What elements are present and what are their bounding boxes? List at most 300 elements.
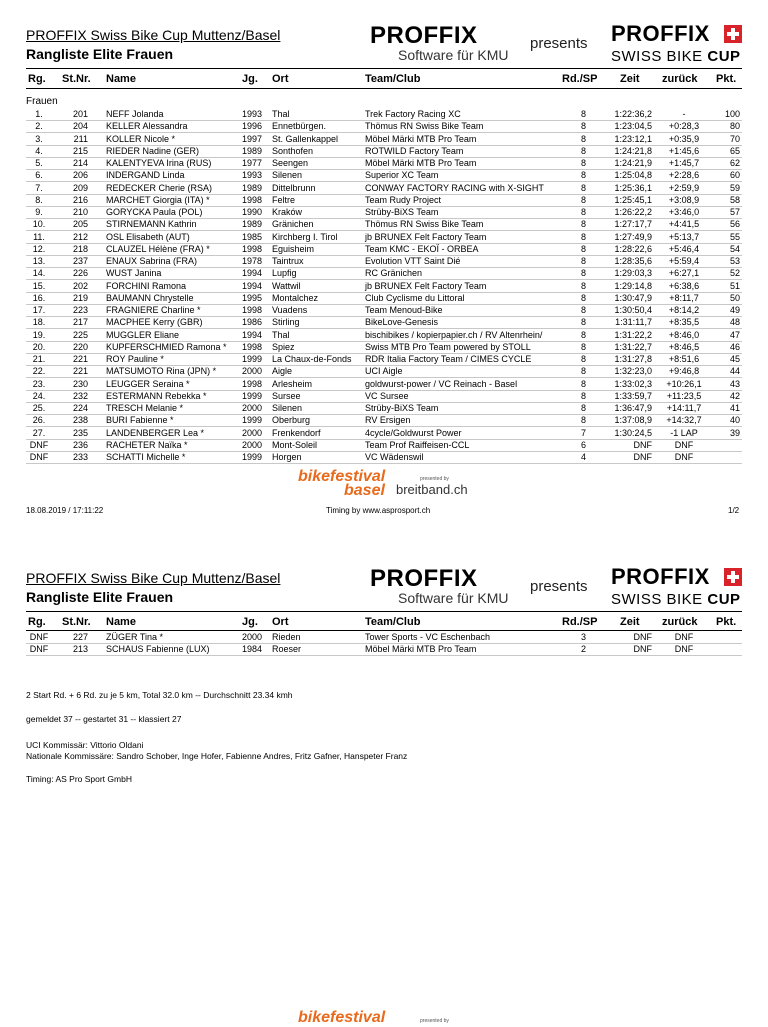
cell-jg: 1998 xyxy=(242,243,263,254)
cell-st: 219 xyxy=(72,292,88,303)
cell-zeit: 1:31:27,8 xyxy=(614,354,652,364)
cell-pkt: 53 xyxy=(729,256,740,266)
cell-zeit: 1:33:59,7 xyxy=(614,390,652,401)
cell-rd: 7 xyxy=(580,427,586,438)
cell-rd: 8 xyxy=(580,268,586,279)
footer-date: 18.08.2019 / 17:11:22 xyxy=(26,506,104,515)
cell-jg: 2000 xyxy=(242,439,263,450)
cell-team: Möbel Märki MTB Pro Team xyxy=(365,158,477,168)
cell-zeit: 1:30:47,9 xyxy=(614,292,652,303)
cell-ort: Mont-Soleil xyxy=(272,439,318,450)
cell-rd: 6 xyxy=(580,439,586,450)
presents-label: presents xyxy=(530,35,588,52)
cell-zeit: DNF xyxy=(633,439,652,450)
cell-rd: 8 xyxy=(580,219,586,230)
cell-pkt: 80 xyxy=(729,121,740,132)
cell-rg: 8. xyxy=(35,194,43,205)
cell-pkt: 62 xyxy=(729,158,740,168)
cell-ort: Oberburg xyxy=(272,415,311,426)
cell-name: TRESCH Melanie * xyxy=(106,403,184,413)
table-row xyxy=(26,378,742,391)
cell-rg: 27. xyxy=(32,427,46,438)
table-row xyxy=(26,169,742,182)
cell-ort: Vuadens xyxy=(272,305,308,315)
bikecup-word-b-2: CUP xyxy=(707,591,741,608)
national-commissaires: Nationale Kommissäre: Sandro Schober, Inge Hofer, Fabienne Andres, Fritz Gafner, Hanspeter Franz xyxy=(26,751,408,761)
cell-zeit: 1:28:35,6 xyxy=(614,256,652,266)
cell-name: WUST Janina xyxy=(106,268,162,279)
swiss-bike-cup-logo-2: PROFFIX xyxy=(611,564,710,589)
cell-ort: Sursee xyxy=(272,390,301,401)
table-row xyxy=(26,243,742,256)
table-row xyxy=(26,353,742,366)
col-name: Name xyxy=(106,73,136,85)
cell-team: Strüby-BiXS Team xyxy=(365,207,439,217)
cell-team: VC Wädenswil xyxy=(365,452,424,462)
table-row xyxy=(26,451,742,464)
cell-rd: 3 xyxy=(580,632,586,642)
cell-ort: Silenen xyxy=(272,170,303,181)
timing-credit: Timing: AS Pro Sport GmbH xyxy=(26,774,132,784)
cell-zeit: DNF xyxy=(633,644,652,655)
table-row xyxy=(26,329,742,342)
cell-zeit: 1:25:04,8 xyxy=(614,170,652,181)
col-pkt: Pkt. xyxy=(716,73,737,85)
proffix-logo-tagline: Software für KMU xyxy=(398,47,509,63)
cell-rd: 8 xyxy=(580,317,586,328)
cell-zurueck: +1:45,7 xyxy=(668,158,700,168)
cell-rd: 8 xyxy=(580,292,586,303)
cell-rd: 8 xyxy=(580,280,586,291)
cell-st: 218 xyxy=(72,243,88,254)
cell-st: 204 xyxy=(72,121,88,132)
cell-ort: Arlesheim xyxy=(272,378,313,389)
cell-zurueck: +11:23,5 xyxy=(666,390,702,401)
breitband-logo: breitband.ch xyxy=(396,482,468,497)
cell-zeit: 1:36:47,9 xyxy=(614,403,652,413)
cell-team: Tower Sports - VC Eschenbach xyxy=(365,632,491,642)
swiss-bike-cup-logo: PROFFIX xyxy=(611,21,710,46)
cell-name: LEUGGER Seraina * xyxy=(106,378,190,389)
cell-st: 216 xyxy=(72,194,88,205)
cell-name: KOLLER Nicole * xyxy=(106,133,176,144)
cell-rd: 8 xyxy=(580,170,586,181)
cell-zurueck: +4:41,5 xyxy=(668,219,700,230)
cell-team: Thömus RN Swiss Bike Team xyxy=(365,121,484,132)
cell-name: MATSUMOTO Rina (JPN) * xyxy=(106,366,217,377)
cell-team: CONWAY FACTORY RACING with X-SIGHT xyxy=(365,182,544,193)
cell-team: Möbel Märki MTB Pro Team xyxy=(365,133,477,144)
cell-team: BikeLove-Genesis xyxy=(365,317,439,328)
cell-ort: St. Gallenkappel xyxy=(272,133,339,144)
table-row xyxy=(26,402,742,415)
cell-pkt: 44 xyxy=(729,366,740,377)
page2-title: PROFFIX Swiss Bike Cup Muttenz/Basel xyxy=(26,570,281,586)
cell-name: BURI Fabienne * xyxy=(106,415,174,426)
cell-zurueck: +5:59,4 xyxy=(668,256,700,266)
cell-st: 214 xyxy=(72,158,88,168)
cell-zurueck: +14:11,7 xyxy=(666,403,702,413)
proffix-logo-tagline-2: Software für KMU xyxy=(398,590,509,606)
cell-zurueck: DNF xyxy=(674,452,694,462)
col2-jg: Jg. xyxy=(242,616,258,628)
cell-jg: 2000 xyxy=(242,403,263,413)
cell-jg: 1989 xyxy=(242,182,263,193)
header-rule-bottom xyxy=(26,88,742,89)
cell-jg: 1989 xyxy=(242,145,263,156)
cell-zeit: 1:31:22,7 xyxy=(614,341,652,352)
cell-jg: 2000 xyxy=(242,632,263,642)
table-row xyxy=(26,194,742,207)
cell-st: 223 xyxy=(72,305,88,315)
cell-rg: 9. xyxy=(35,207,43,217)
cell-rg: 22. xyxy=(32,366,46,377)
cell-rg: 5. xyxy=(35,158,43,168)
cell-rd: 8 xyxy=(580,415,586,426)
cell-rg: 7. xyxy=(35,182,43,193)
cell-zeit: 1:24:21,8 xyxy=(614,145,652,156)
table-row xyxy=(26,643,742,656)
cell-pkt: 46 xyxy=(729,341,740,352)
cell-name: FRAGNIERE Charline * xyxy=(106,305,201,315)
cell-jg: 2000 xyxy=(242,427,263,438)
cell-pkt: 65 xyxy=(729,145,740,156)
cell-jg: 1993 xyxy=(242,170,263,181)
cell-name: KALENTYEVA Irina (RUS) xyxy=(106,158,212,168)
cell-rg: 10. xyxy=(32,219,46,230)
cell-rg: 6. xyxy=(35,170,43,181)
cell-team: Superior XC Team xyxy=(365,170,439,181)
cell-st: 205 xyxy=(72,219,88,230)
cell-team: RC Gränichen xyxy=(365,268,423,279)
cell-jg: 1977 xyxy=(242,158,263,168)
cell-name: MUGGLER Eliane xyxy=(106,329,180,340)
cell-pkt: 40 xyxy=(729,415,740,426)
cell-name: INDERGAND Linda xyxy=(106,170,185,181)
col2-name: Name xyxy=(106,616,136,628)
cell-zurueck: +8:11,7 xyxy=(669,292,699,303)
cell-team: Team Prof Raiffeisen-CCL xyxy=(365,439,470,450)
cell-st: 227 xyxy=(72,632,88,642)
col2-zeit: Zeit xyxy=(620,616,640,628)
cell-pkt: 58 xyxy=(729,194,740,205)
table-row xyxy=(26,206,742,219)
table-row xyxy=(26,316,742,329)
cell-rd: 8 xyxy=(580,158,586,168)
cell-rd: 8 xyxy=(580,366,586,377)
cell-team: 4cycle/Goldwurst Power xyxy=(365,427,462,438)
cell-zeit: 1:37:08,9 xyxy=(614,415,652,426)
cell-st: 210 xyxy=(72,207,88,217)
cell-pkt: 43 xyxy=(729,378,740,389)
cell-zeit: DNF xyxy=(633,452,652,462)
cell-name: GORYCKA Paula (POL) xyxy=(106,207,203,217)
table-row xyxy=(26,365,742,378)
cell-zeit: 1:27:17,7 xyxy=(614,219,652,230)
cell-team: RV Ersigen xyxy=(365,415,411,426)
cell-ort: Lupfig xyxy=(272,268,297,279)
cell-st: 221 xyxy=(72,354,88,364)
cell-zurueck: +8:14,2 xyxy=(668,305,700,315)
bikefestival-basel-logo: basel xyxy=(344,482,385,499)
cell-name: OSL Elisabeth (AUT) xyxy=(106,231,190,242)
cell-team: Club Cyclisme du Littoral xyxy=(365,292,465,303)
col-ort: Ort xyxy=(272,73,289,85)
cell-zeit: 1:30:24,5 xyxy=(614,427,652,438)
cell-ort: Eguisheim xyxy=(272,243,315,254)
cell-st: 236 xyxy=(72,439,88,450)
cell-ort: Kraków xyxy=(272,207,303,217)
cell-team: goldwurst-power / VC Reinach - Basel xyxy=(365,378,518,389)
cell-team: jb BRUNEX Felt Factory Team xyxy=(365,280,487,291)
swiss-bike-cup-wordmark-2 xyxy=(611,591,741,608)
cell-st: 212 xyxy=(72,231,88,242)
cell-zeit: 1:22:36,2 xyxy=(614,109,652,119)
cell-rd: 8 xyxy=(580,231,586,242)
cell-rg: 18. xyxy=(32,317,46,328)
cell-zurueck: +5:13,7 xyxy=(668,231,700,242)
cell-zurueck: DNF xyxy=(674,439,694,450)
cell-team: jb BRUNEX Felt Factory Team xyxy=(365,231,487,242)
cell-zurueck: +8:35,5 xyxy=(668,317,700,328)
col2-ort: Ort xyxy=(272,616,289,628)
cell-ort: Horgen xyxy=(272,452,302,462)
cell-rd: 4 xyxy=(580,452,586,462)
cell-ort: Silenen xyxy=(272,403,303,413)
swiss-cross-icon-2 xyxy=(724,568,742,586)
cell-st: 206 xyxy=(72,170,88,181)
cell-rg: 13. xyxy=(32,256,46,266)
cell-name: BAUMANN Chrystelle xyxy=(106,292,194,303)
cell-zeit: 1:24:21,9 xyxy=(614,158,652,168)
cell-st: 226 xyxy=(72,268,88,279)
cell-st: 211 xyxy=(73,133,88,144)
cell-team: ROTWILD Factory Team xyxy=(365,145,464,156)
cell-zeit: 1:25:36,1 xyxy=(614,182,652,193)
cell-ort: Wattwil xyxy=(272,280,301,291)
cell-rd: 8 xyxy=(580,403,586,413)
col2-team: Team/Club xyxy=(365,616,421,628)
cell-rd: 8 xyxy=(580,354,586,364)
cell-pkt: 50 xyxy=(729,292,740,303)
cell-rg: DNF xyxy=(29,439,49,450)
cell-pkt: 48 xyxy=(729,317,740,328)
cell-st: 225 xyxy=(72,329,88,340)
cell-jg: 1998 xyxy=(242,305,263,315)
cell-zeit: DNF xyxy=(633,632,652,642)
cell-zeit: 1:29:14,8 xyxy=(614,280,652,291)
table-row xyxy=(26,120,742,133)
cell-ort: La Chaux-de-Fonds xyxy=(272,354,352,364)
cell-ort: Rieden xyxy=(272,632,301,642)
table-row xyxy=(26,390,742,403)
header2-rule-top xyxy=(26,611,742,612)
cell-name: NEFF Jolanda xyxy=(106,109,164,119)
col-jg: Jg. xyxy=(242,73,258,85)
cell-name: REDECKER Cherie (RSA) xyxy=(106,182,213,193)
table-row xyxy=(26,439,742,452)
cell-pkt: 59 xyxy=(729,182,740,193)
cell-jg: 1998 xyxy=(242,378,263,389)
cell-pkt: 51 xyxy=(729,280,740,291)
cell-rg: 17. xyxy=(32,305,46,315)
cell-name: STIRNEMANN Kathrin xyxy=(106,219,197,230)
table-row xyxy=(26,267,742,280)
cell-pkt: 45 xyxy=(729,354,740,364)
cell-ort: Thal xyxy=(272,329,290,340)
cell-rd: 8 xyxy=(580,182,586,193)
cell-pkt: 70 xyxy=(729,133,740,144)
cell-rd: 8 xyxy=(580,109,586,119)
cell-st: 237 xyxy=(72,256,88,266)
cell-name: KELLER Alessandra xyxy=(106,121,188,132)
cell-ort: Thal xyxy=(272,109,290,119)
cell-st: 220 xyxy=(72,341,88,352)
cell-jg: 1994 xyxy=(242,329,263,340)
footer-timing: Timing by www.asprosport.ch xyxy=(326,506,431,515)
cell-jg: 1999 xyxy=(242,452,263,462)
cell-ort: Gränichen xyxy=(272,219,314,230)
cell-st: 235 xyxy=(72,427,88,438)
col-rg: Rg. xyxy=(28,73,46,85)
cell-zeit: 1:23:12,1 xyxy=(614,133,652,144)
cell-pkt: 52 xyxy=(729,268,740,279)
cell-rd: 8 xyxy=(580,341,586,352)
cell-jg: 1990 xyxy=(242,207,263,217)
cell-zeit: 1:26:22,2 xyxy=(614,207,652,217)
cell-jg: 1999 xyxy=(242,354,263,364)
cell-name: LANDENBERGER Lea * xyxy=(106,427,205,438)
table-row xyxy=(26,292,742,305)
presented-by-label-2: presented by xyxy=(420,1018,449,1024)
cell-ort: Ennetbürgen. xyxy=(272,121,327,132)
col-stnr: St.Nr. xyxy=(62,73,91,85)
uci-commissaire: UCI Kommissär: Vittorio Oldani xyxy=(26,740,144,750)
col-zeit: Zeit xyxy=(620,73,640,85)
cell-st: 202 xyxy=(72,280,88,291)
cell-pkt: 57 xyxy=(729,207,740,217)
cell-name: RACHETER Naïka * xyxy=(106,439,188,450)
table-row xyxy=(26,255,742,268)
cell-jg: 1994 xyxy=(242,268,263,279)
page-subtitle: Rangliste Elite Frauen xyxy=(26,46,174,62)
cell-jg: 2000 xyxy=(242,366,263,377)
cell-jg: 1995 xyxy=(242,292,263,303)
cell-name: KUPFERSCHMIED Ramona * xyxy=(106,341,227,352)
cell-rg: 12. xyxy=(32,243,46,254)
cell-zurueck: +1:45,6 xyxy=(668,145,700,156)
bikefestival-logo-2: bikefestival xyxy=(298,1009,386,1026)
cell-zurueck: - xyxy=(682,109,686,119)
cell-st: 213 xyxy=(72,644,88,655)
cell-rg: DNF xyxy=(29,632,49,642)
table-row xyxy=(26,631,742,644)
cell-zurueck: +8:46,0 xyxy=(668,329,700,340)
cell-zurueck: +5:46,4 xyxy=(668,243,700,254)
cell-ort: Spiez xyxy=(272,341,295,352)
cell-jg: 1998 xyxy=(242,194,263,205)
cell-zurueck: +14:32,7 xyxy=(666,415,702,426)
cell-rg: 15. xyxy=(32,280,46,291)
cell-zurueck: +0:28,3 xyxy=(668,121,700,132)
cell-ort: Taintrux xyxy=(272,256,304,266)
table-row xyxy=(26,182,742,195)
cell-ort: Seengen xyxy=(272,158,309,168)
cell-pkt: 49 xyxy=(729,305,740,315)
cell-pkt: 47 xyxy=(729,329,740,340)
col2-pkt: Pkt. xyxy=(716,616,737,628)
cell-pkt: 56 xyxy=(729,219,740,230)
cell-zurueck: +3:46,0 xyxy=(668,207,700,217)
cell-rg: 16. xyxy=(32,292,46,303)
cell-rd: 8 xyxy=(580,243,586,254)
cell-rg: 4. xyxy=(35,145,43,156)
cell-jg: 1994 xyxy=(242,280,263,291)
cell-team: Swiss MTB Pro Team powered by STOLL xyxy=(365,341,531,352)
cell-rg: 20. xyxy=(32,341,46,352)
cell-team: Strüby-BiXS Team xyxy=(365,403,439,413)
cell-team: Team Menoud-Bike xyxy=(365,305,443,315)
cell-jg: 1989 xyxy=(242,219,263,230)
cell-team: Möbel Märki MTB Pro Team xyxy=(365,644,477,655)
presented-by-label: presented by xyxy=(420,476,449,482)
cell-zeit: 1:27:49,9 xyxy=(614,231,652,242)
cell-rd: 8 xyxy=(580,145,586,156)
cell-name: MARCHET Giorgia (ITA) * xyxy=(106,194,210,205)
cell-name: ZÜGER Tina * xyxy=(106,632,164,642)
cell-ort: Frenkendorf xyxy=(272,427,321,438)
cell-st: 221 xyxy=(72,366,88,377)
bikefestival-logo: bikefestival xyxy=(298,468,386,485)
cell-zurueck: +8:46,5 xyxy=(668,341,700,352)
cell-name: RIEDER Nadine (GER) xyxy=(106,145,200,156)
cell-jg: 1999 xyxy=(242,415,263,426)
col2-stnr: St.Nr. xyxy=(62,616,91,628)
cell-st: 238 xyxy=(72,415,88,426)
table-row xyxy=(26,218,742,231)
cell-rd: 8 xyxy=(580,329,586,340)
cell-zeit: 1:31:22,2 xyxy=(614,329,652,340)
cell-zurueck: DNF xyxy=(674,632,694,642)
cell-pkt: 55 xyxy=(729,231,740,242)
cell-zurueck: +3:08,9 xyxy=(668,194,700,205)
cell-st: 232 xyxy=(72,390,88,401)
cell-rg: 14. xyxy=(32,268,46,279)
cell-st: 230 xyxy=(72,378,88,389)
cell-team: Thömus RN Swiss Bike Team xyxy=(365,219,484,230)
col2-zurueck: zurück xyxy=(662,616,698,628)
cell-name: ESTERMANN Rebekka * xyxy=(106,390,207,401)
table-row xyxy=(26,157,742,170)
swiss-bike-cup-wordmark xyxy=(611,48,741,65)
footer-page: 1/2 xyxy=(728,506,740,515)
cell-team: VC Sursee xyxy=(365,390,409,401)
cell-rd: 8 xyxy=(580,207,586,217)
cell-jg: 1999 xyxy=(242,390,263,401)
group-label: Frauen xyxy=(26,96,58,107)
cell-rd: 8 xyxy=(580,121,586,132)
cell-team: Team Rudy Project xyxy=(365,194,442,205)
cell-zeit: 1:32:23,0 xyxy=(614,366,652,377)
cell-zurueck: +10:26,1 xyxy=(666,378,702,389)
cell-rd: 8 xyxy=(580,305,586,315)
cell-ort: Kirchberg I. Tirol xyxy=(272,231,338,242)
table-row xyxy=(26,414,742,427)
cell-rg: 3. xyxy=(35,133,43,144)
cell-jg: 1993 xyxy=(242,109,263,119)
cell-rg: 19. xyxy=(32,329,46,340)
cell-rd: 8 xyxy=(580,256,586,266)
